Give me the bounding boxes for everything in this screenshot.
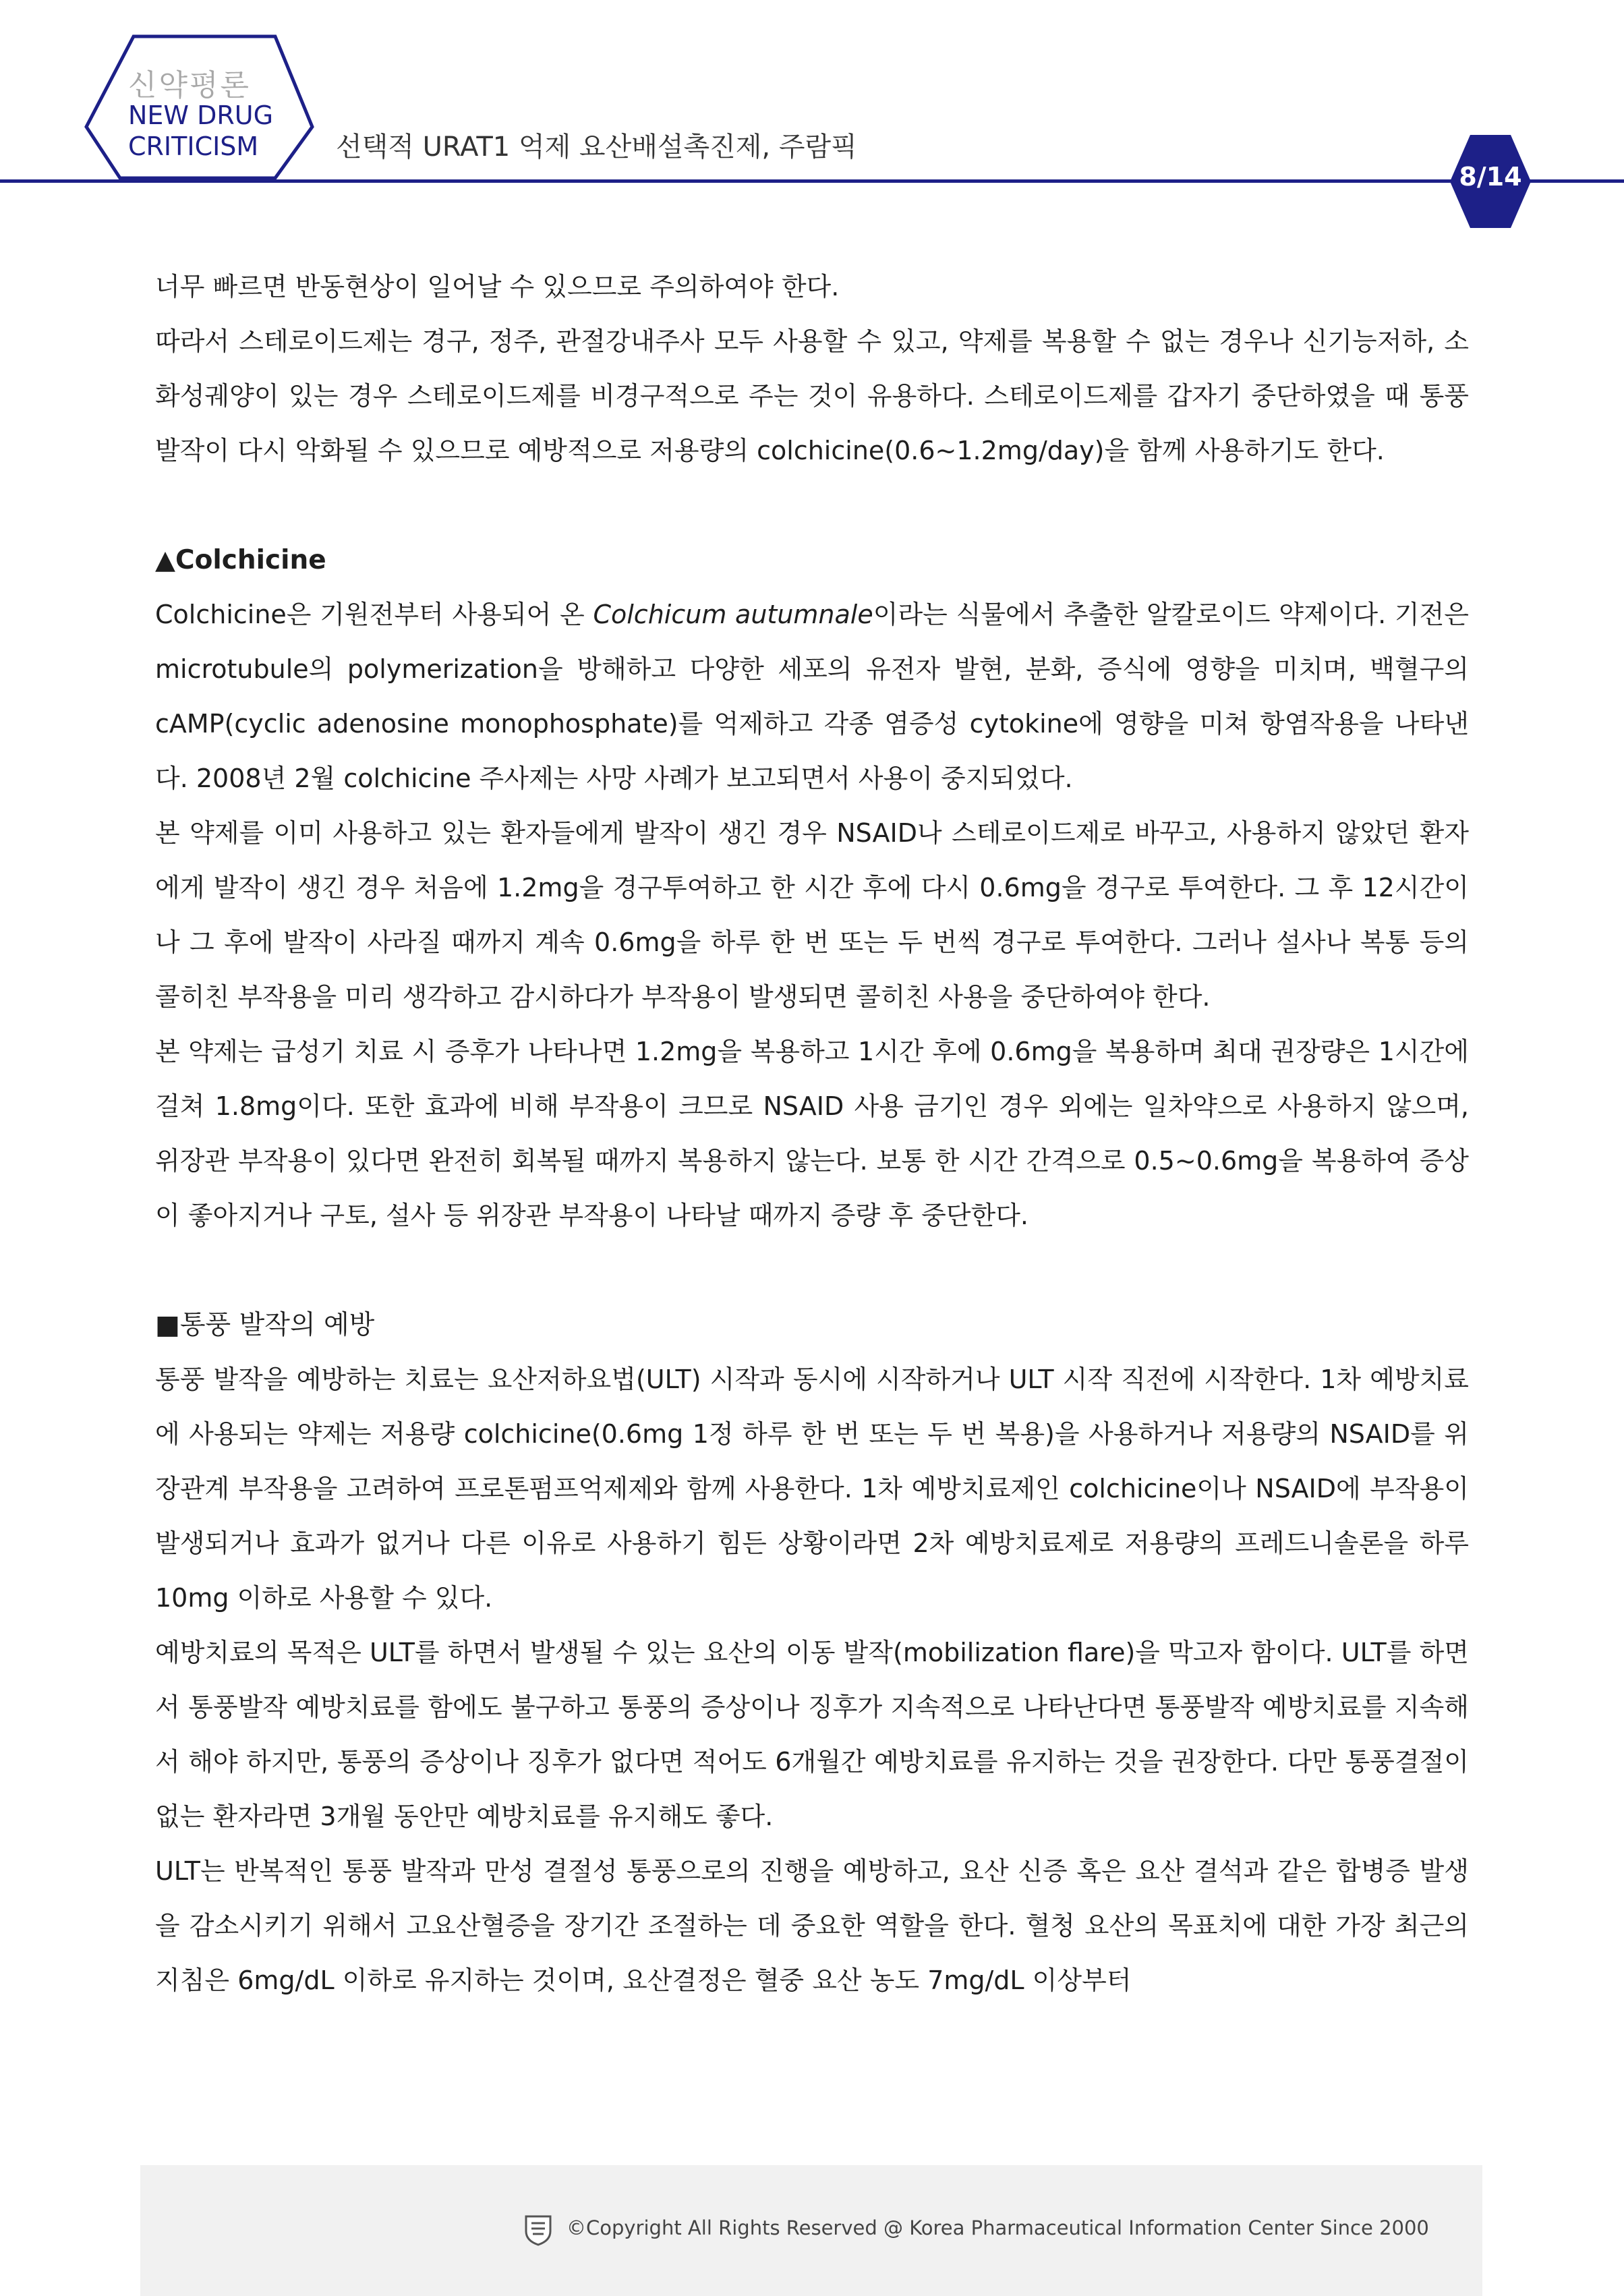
- copyright-text: ©Copyright All Rights Reserved @ Korea Pharmaceutical Information Center Since 2000: [567, 2216, 1429, 2239]
- section-heading-prevention: ■통풍 발작의 예방: [155, 1310, 375, 1340]
- document-body: [155, 260, 1469, 2008]
- spacer: [155, 1243, 1469, 1298]
- logo-korean: 신약평론: [128, 68, 252, 103]
- paragraph: 너무 빠르면 반동현상이 일어날 수 있으므로 주의하여야 한다.: [155, 272, 840, 302]
- text-span: 이라는 식물에서 추출한 알칼로이드 약제이다. 기전은 microtubule의 polymerization을 방해하고 다양한 세포의 유전자 발현, 분화, 증식에 영향을 미치며, 백혈구의 cAMP(cyclic adenosine monophosphate)를 억제하고 각종 염증성 cytokine에 영향을 미쳐 항염작용을 나타낸다. 2008년 2월 colchicine 주사제는 사망 사례가 보고되면서 사용이 중지되었다.: [155, 600, 1469, 793]
- paragraph: 예방치료의 목적은 ULT를 하면서 발생될 수 있는 요산의 이동 발작(mobilization flare)을 막고자 함이다. ULT를 하면서 통풍발작 예방치료를 함에도 불구하고 통풍의 증상이나 징후가 지속적으로 나타난다면 통풍발작 예방치료를 지속해서 해야 하지만, 통풍의 증상이나 징후가 없다면 적어도 6개월간 예방치료를 유지하는 것을 권장한다. 다만 통풍결절이 없는 환자라면 3개월 동안만 예방치료를 유지해도 좋다.: [155, 1638, 1469, 1831]
- logo-english-line2: CRITICISM: [128, 132, 259, 161]
- paragraph: [155, 587, 1469, 806]
- logo-english-line1: NEW DRUG: [128, 101, 274, 130]
- logo-english: [128, 100, 273, 162]
- paragraph: 본 약제를 이미 사용하고 있는 환자들에게 발작이 생긴 경우 NSAID나 스테로이드제로 바꾸고, 사용하지 않았던 환자에게 발작이 생긴 경우 처음에 1.2mg을 경구투여하고 한 시간 후에 다시 0.6mg을 경구로 투여한다. 그 후 12시간이나 그 후에 발작이 사라질 때까지 계속 0.6mg을 하루 한 번 또는 두 번씩 경구로 투여한다. 그러나 설사나 복통 등의 콜히친 부작용을 미리 생각하고 감시하다가 부작용이 발생되면 콜히친 사용을 중단하여야 한다.: [155, 818, 1469, 1012]
- footer: [140, 2165, 1482, 2296]
- section-heading-colchicine: ▲Colchicine: [155, 545, 326, 575]
- text-span: Colchicine은 기원전부터 사용되어 온: [155, 600, 593, 629]
- kpic-emblem-icon: [523, 2214, 553, 2246]
- paragraph: 통풍 발작을 예방하는 치료는 요산저하요법(ULT) 시작과 동시에 시작하거나 ULT 시작 직전에 시작한다. 1차 예방치료에 사용되는 약제는 저용량 colchicine(0.6mg 1정 하루 한 번 또는 두 번 복용)을 사용하거나 저용량의 NSAID를 위장관계 부작용을 고려하여 프로톤펌프억제제와 함께 사용한다. 1차 예방치료제인 colchicine이나 NSAID에 부작용이 발생되거나 효과가 없거나 다른 이유로 사용하기 힘든 상황이라면 2차 예방치료제로 저용량의 프레드니솔론을 하루 10mg 이하로 사용할 수 있다.: [155, 1365, 1469, 1613]
- paragraph: 따라서 스테로이드제는 경구, 정주, 관절강내주사 모두 사용할 수 있고, 약제를 복용할 수 없는 경우나 신기능저하, 소화성궤양이 있는 경우 스테로이드제를 비경구적으로 주는 것이 유용하다. 스테로이드제를 갑자기 중단하였을 때 통풍발작이 다시 악화될 수 있으므로 예방적으로 저용량의 colchicine(0.6~1.2mg/day)을 함께 사용하기도 한다.: [155, 326, 1469, 465]
- species-name: Colchicum autumnale: [593, 600, 873, 629]
- page-number: 8/14: [1459, 162, 1522, 192]
- paragraph: 본 약제는 급성기 치료 시 증후가 나타나면 1.2mg을 복용하고 1시간 후에 0.6mg을 복용하며 최대 권장량은 1시간에 걸쳐 1.8mg이다. 또한 효과에 비해 부작용이 크므로 NSAID 사용 금기인 경우 외에는 일차약으로 사용하지 않으며, 위장관 부작용이 있다면 완전히 회복될 때까지 복용하지 않는다. 보통 한 시간 간격으로 0.5~0.6mg을 복용하여 증상이 좋아지거나 구토, 설사 등 위장관 부작용이 나타날 때까지 증량 후 중단한다.: [155, 1037, 1469, 1230]
- spacer: [155, 478, 1469, 533]
- paragraph: ULT는 반복적인 통풍 발작과 만성 결절성 통풍으로의 진행을 예방하고, 요산 신증 혹은 요산 결석과 같은 합병증 발생을 감소시키기 위해서 고요산혈증을 장기간 조절하는 데 중요한 역할을 한다. 혈청 요산의 목표치에 대한 가장 최근의 지침은 6mg/dL 이하로 유지하는 것이며, 요산결정은 혈중 요산 농도 7mg/dL 이상부터: [155, 1856, 1469, 1995]
- document-title: 선택적 URAT1 억제 요산배설촉진제, 주람픽: [336, 132, 857, 163]
